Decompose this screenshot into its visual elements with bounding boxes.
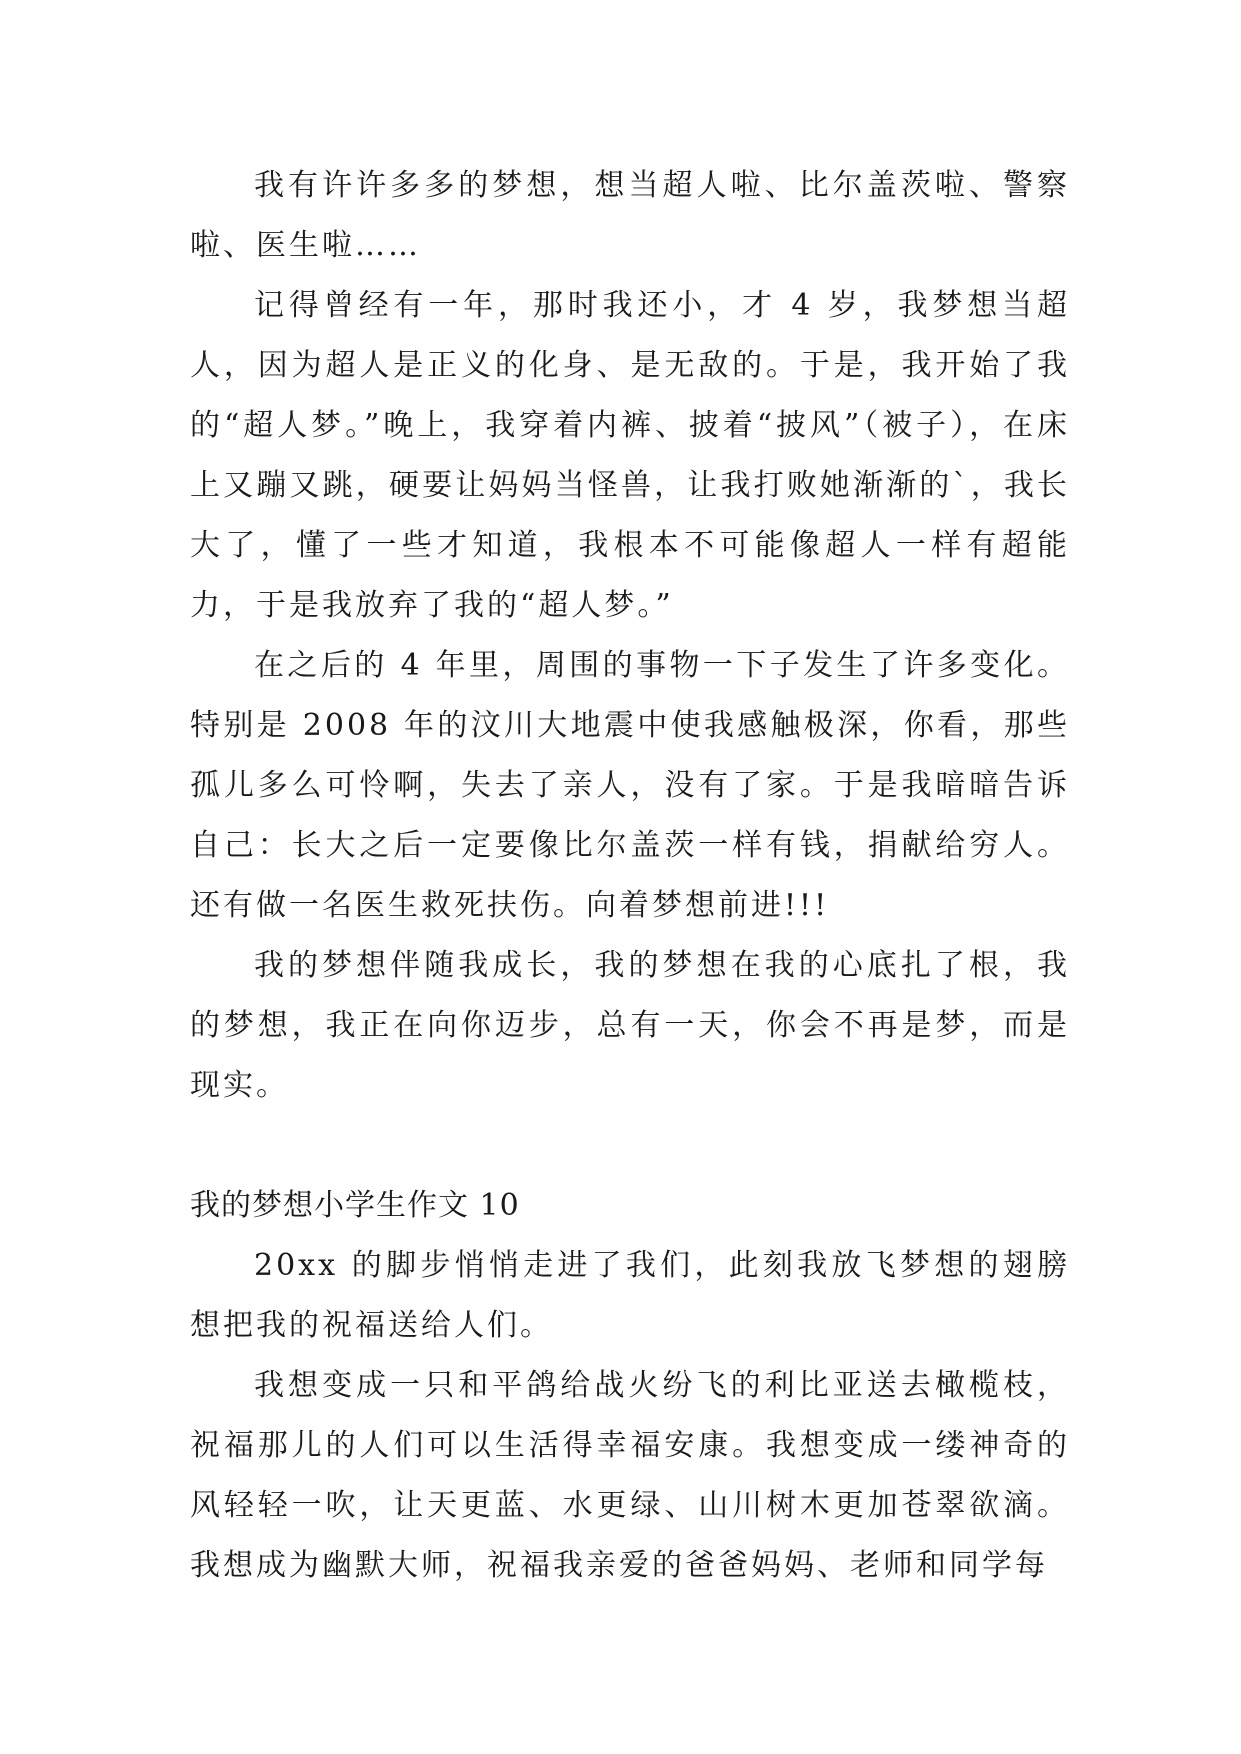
- document-body: [190, 156, 1070, 1596]
- paragraph-new-year: 20xx 的脚步悄悄走进了我们，此刻我放飞梦想的翅膀想把我的祝福送给人们。: [190, 1248, 1070, 1343]
- paragraph-earthquake: 在之后的 4 年里，周围的事物一下子发生了许多变化。特别是 2008 年的汶川大地震中使我感触极深，你看，那些孤儿多么可怜啊，失去了亲人，没有了家。于是我暗暗告诉自己：长大之后一定要像比尔盖茨一样有钱，捐献给穷人。还有做一名医生救死扶伤。向着梦想前进!!!: [190, 648, 1070, 923]
- paragraph-dreams-list: 我有许许多多的梦想，想当超人啦、比尔盖茨啦、警察啦、医生啦……: [190, 168, 1070, 263]
- paragraph-superman-dream: 记得曾经有一年，那时我还小，才 4 岁，我梦想当超人，因为超人是正义的化身、是无敌的。于是，我开始了我的“超人梦。”晚上，我穿着内裤、披着“披风”（被子），在床上又蹦又跳，硬要让妈妈当怪兽，让我打败她渐渐的`，我长大了，懂了一些才知道，我根本不可能像超人一样有超能力，于是我放弃了我的“超人梦。”: [190, 288, 1070, 623]
- essay-title: 我的梦想小学生作文 10: [190, 1188, 520, 1223]
- paragraph-blessings: 我想变成一只和平鸽给战火纷飞的利比亚送去橄榄枝，祝福那儿的人们可以生活得幸福安康。我想变成一缕神奇的风轻轻一吹，让天更蓝、水更绿、山川树木更加苍翠欲滴。我想成为幽默大师，祝福我亲爱的爸爸妈妈、老师和同学每: [190, 1368, 1070, 1583]
- paragraph-dream-grows: 我的梦想伴随我成长，我的梦想在我的心底扎了根，我的梦想，我正在向你迈步，总有一天，你会不再是梦，而是现实。: [190, 948, 1070, 1103]
